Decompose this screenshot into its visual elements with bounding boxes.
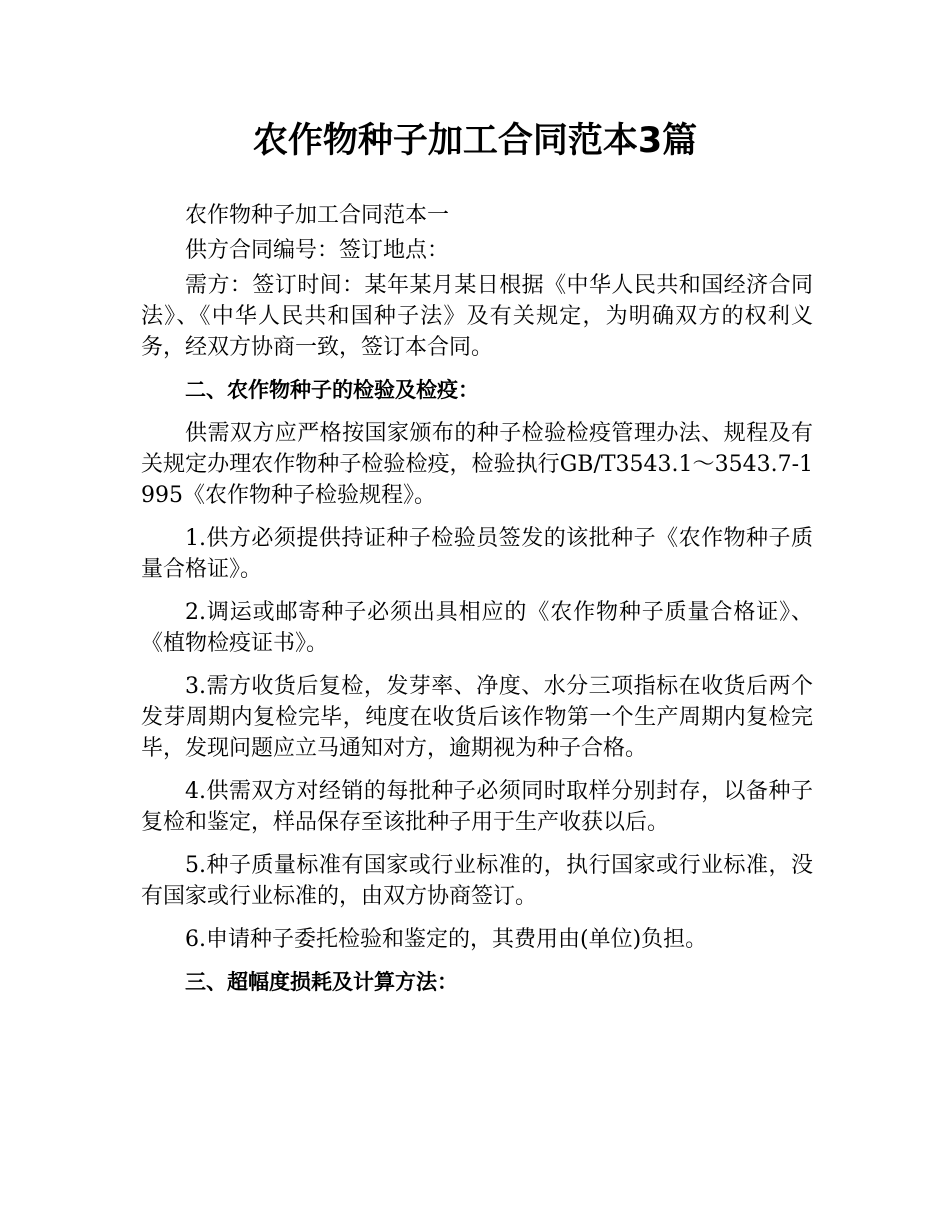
paragraph-clause-4: 4.供需双方对经销的每批种子必须同时取样分别封存，以备种子复检和鉴定，样品保存至该批种子用于生产收获以后。	[141, 779, 813, 835]
paragraph-buyer-info: 需方：签订时间：某年某月某日根据《中华人民共和国经济合同法》、《中华人民共和国种子法》及有关规定，为明确双方的权利义务，经双方协商一致，签订本合同。	[141, 273, 813, 360]
paragraph-clause-5: 5.种子质量标准有国家或行业标准的，执行国家或行业标准，没有国家或行业标准的，由双方协商签订。	[141, 853, 813, 909]
document-body	[141, 200, 813, 1010]
document-title: 农作物种子加工合同范本3篇	[252, 121, 698, 161]
paragraph-clause-6: 6.申请种子委托检验和鉴定的，其费用由(单位)负担。	[185, 927, 708, 952]
paragraph-contract-name: 农作物种子加工合同范本一	[185, 203, 450, 228]
section-heading-loss: 三、超幅度损耗及计算方法：	[185, 970, 458, 994]
paragraph-supplier-info: 供方合同编号：签订地点：	[185, 238, 450, 263]
paragraph-clause-2: 2.调运或邮寄种子必须出具相应的《农作物种子质量合格证》、《植物检疫证书》。	[141, 600, 813, 656]
section-heading-inspection: 二、农作物种子的检验及检疫：	[185, 378, 479, 402]
paragraph-inspection-standard: 供需双方应严格按国家颁布的种子检验检疫管理办法、规程及有关规定办理农作物种子检验检疫，检验执行GB/T3543.1～3543.7-1995《农作物种子检验规程》。	[141, 421, 813, 508]
paragraph-clause-1: 1.供方必须提供持证种子检验员签发的该批种子《农作物种子质量合格证》。	[141, 526, 813, 582]
paragraph-clause-3: 3.需方收货后复检，发芽率、净度、水分三项指标在收货后两个发芽周期内复检完毕，纯度在收货后该作物第一个生产周期内复检完毕，发现问题应立马通知对方，逾期视为种子合格。	[141, 674, 813, 761]
